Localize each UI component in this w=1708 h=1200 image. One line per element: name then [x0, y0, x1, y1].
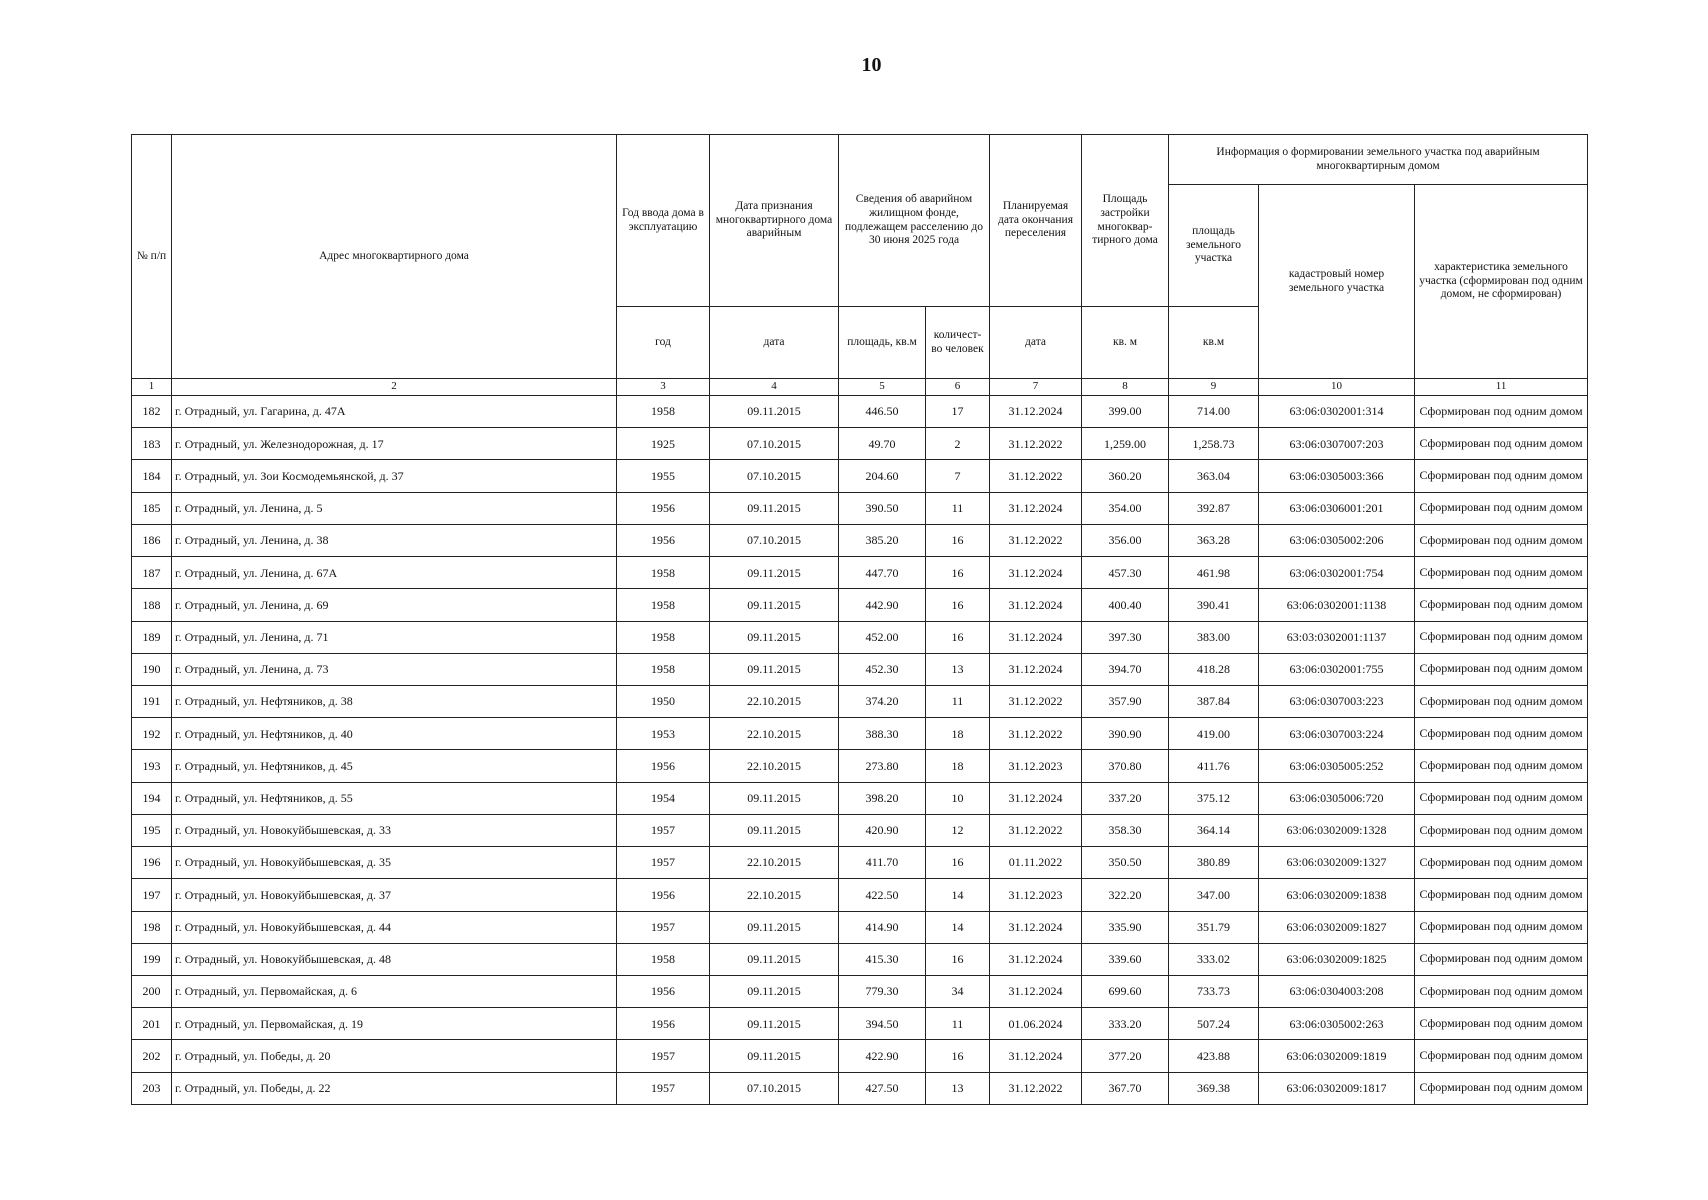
land-area-cell: 411.76	[1169, 750, 1259, 782]
column-number-row	[132, 379, 1588, 396]
row-number: 183	[132, 428, 172, 460]
planned-date-cell: 31.12.2024	[990, 911, 1082, 943]
land-status-cell: Сформирован под одним домом	[1415, 1040, 1588, 1072]
recognition-date-cell: 22.10.2015	[710, 879, 839, 911]
address-cell: г. Отрадный, ул. Первомайская, д. 19	[172, 1008, 617, 1040]
building-area-cell: 322.20	[1082, 879, 1169, 911]
table-row	[132, 621, 1588, 653]
recognition-date-cell: 07.10.2015	[710, 524, 839, 556]
table-row	[132, 911, 1588, 943]
cadastral-number-cell: 63:06:0302009:1817	[1259, 1072, 1415, 1104]
year-cell: 1958	[617, 621, 710, 653]
building-area-cell: 367.70	[1082, 1072, 1169, 1104]
recognition-date-cell: 09.11.2015	[710, 396, 839, 428]
table-row	[132, 782, 1588, 814]
land-area-cell: 363.04	[1169, 460, 1259, 492]
cadastral-number-cell: 63:06:0305002:263	[1259, 1008, 1415, 1040]
row-number: 193	[132, 750, 172, 782]
emergency-housing-table	[131, 134, 1588, 1105]
land-status-cell: Сформирован под одним домом	[1415, 943, 1588, 975]
table-row	[132, 814, 1588, 846]
unit-year: год	[617, 307, 710, 379]
planned-date-cell: 31.12.2024	[990, 653, 1082, 685]
fund-area-cell: 390.50	[839, 492, 926, 524]
header-land-info: Информация о формировании земельного участка под аварийным многоквартирным домом	[1169, 135, 1588, 185]
address-cell: г. Отрадный, ул. Гагарина, д. 47А	[172, 396, 617, 428]
year-cell: 1956	[617, 975, 710, 1007]
recognition-date-cell: 22.10.2015	[710, 847, 839, 879]
header-address: Адрес многоквартирного дома	[172, 135, 617, 379]
cadastral-number-cell: 63:06:0302009:1819	[1259, 1040, 1415, 1072]
header-recognition-date: Дата признания многоквартирного дома аварийным	[710, 135, 839, 307]
row-number: 198	[132, 911, 172, 943]
land-area-cell: 423.88	[1169, 1040, 1259, 1072]
building-area-cell: 333.20	[1082, 1008, 1169, 1040]
year-cell: 1958	[617, 943, 710, 975]
planned-date-cell: 31.12.2024	[990, 621, 1082, 653]
year-cell: 1956	[617, 492, 710, 524]
column-number: 5	[839, 379, 926, 396]
land-area-cell: 733.73	[1169, 975, 1259, 1007]
table-row	[132, 750, 1588, 782]
row-number: 190	[132, 653, 172, 685]
cadastral-number-cell: 63:06:0305003:366	[1259, 460, 1415, 492]
fund-area-cell: 385.20	[839, 524, 926, 556]
building-area-cell: 457.30	[1082, 557, 1169, 589]
table-row	[132, 396, 1588, 428]
header-land-char: характеристика земельного участка (сформирован под одним домом, не сформирован)	[1415, 185, 1588, 379]
recognition-date-cell: 09.11.2015	[710, 1008, 839, 1040]
people-count-cell: 18	[926, 718, 990, 750]
land-area-cell: 507.24	[1169, 1008, 1259, 1040]
table-row	[132, 718, 1588, 750]
fund-area-cell: 273.80	[839, 750, 926, 782]
table-row	[132, 685, 1588, 717]
table-row	[132, 943, 1588, 975]
table-row	[132, 1040, 1588, 1072]
people-count-cell: 14	[926, 911, 990, 943]
building-area-cell: 400.40	[1082, 589, 1169, 621]
address-cell: г. Отрадный, ул. Ленина, д. 71	[172, 621, 617, 653]
planned-date-cell: 31.12.2022	[990, 718, 1082, 750]
column-number: 11	[1415, 379, 1588, 396]
fund-area-cell: 452.00	[839, 621, 926, 653]
recognition-date-cell: 07.10.2015	[710, 460, 839, 492]
column-number: 1	[132, 379, 172, 396]
address-cell: г. Отрадный, ул. Новокуйбышевская, д. 48	[172, 943, 617, 975]
address-cell: г. Отрадный, ул. Победы, д. 22	[172, 1072, 617, 1104]
fund-area-cell: 204.60	[839, 460, 926, 492]
unit-land: кв.м	[1169, 307, 1259, 379]
page-number: 10	[861, 54, 882, 76]
people-count-cell: 11	[926, 492, 990, 524]
building-area-cell: 1,259.00	[1082, 428, 1169, 460]
planned-date-cell: 31.12.2024	[990, 396, 1082, 428]
fund-area-cell: 427.50	[839, 1072, 926, 1104]
land-area-cell: 363.28	[1169, 524, 1259, 556]
fund-area-cell: 422.90	[839, 1040, 926, 1072]
row-number: 192	[132, 718, 172, 750]
fund-area-cell: 779.30	[839, 975, 926, 1007]
recognition-date-cell: 07.10.2015	[710, 428, 839, 460]
year-cell: 1925	[617, 428, 710, 460]
fund-area-cell: 374.20	[839, 685, 926, 717]
land-status-cell: Сформирован под одним домом	[1415, 975, 1588, 1007]
planned-date-cell: 31.12.2023	[990, 750, 1082, 782]
header-cadastral: кадастровый номер земельного участка	[1259, 185, 1415, 379]
cadastral-number-cell: 63:06:0307003:224	[1259, 718, 1415, 750]
recognition-date-cell: 07.10.2015	[710, 1072, 839, 1104]
cadastral-number-cell: 63:06:0304003:208	[1259, 975, 1415, 1007]
building-area-cell: 354.00	[1082, 492, 1169, 524]
planned-date-cell: 31.12.2024	[990, 943, 1082, 975]
cadastral-number-cell: 63:06:0302001:314	[1259, 396, 1415, 428]
building-area-cell: 699.60	[1082, 975, 1169, 1007]
year-cell: 1953	[617, 718, 710, 750]
year-cell: 1956	[617, 750, 710, 782]
row-number: 187	[132, 557, 172, 589]
land-status-cell: Сформирован под одним домом	[1415, 524, 1588, 556]
recognition-date-cell: 09.11.2015	[710, 557, 839, 589]
people-count-cell: 7	[926, 460, 990, 492]
land-area-cell: 387.84	[1169, 685, 1259, 717]
table-row	[132, 975, 1588, 1007]
fund-area-cell: 422.50	[839, 879, 926, 911]
land-status-cell: Сформирован под одним домом	[1415, 621, 1588, 653]
table-row	[132, 428, 1588, 460]
cadastral-number-cell: 63:06:0307007:203	[1259, 428, 1415, 460]
fund-area-cell: 411.70	[839, 847, 926, 879]
recognition-date-cell: 09.11.2015	[710, 653, 839, 685]
cadastral-number-cell: 63:06:0305002:206	[1259, 524, 1415, 556]
planned-date-cell: 31.12.2022	[990, 814, 1082, 846]
header-num: № п/п	[132, 135, 172, 379]
cadastral-number-cell: 63:06:0306001:201	[1259, 492, 1415, 524]
fund-area-cell: 415.30	[839, 943, 926, 975]
land-status-cell: Сформирован под одним домом	[1415, 428, 1588, 460]
header-year: Год ввода дома в эксплуатацию	[617, 135, 710, 307]
unit-building: кв. м	[1082, 307, 1169, 379]
building-area-cell: 335.90	[1082, 911, 1169, 943]
building-area-cell: 397.30	[1082, 621, 1169, 653]
recognition-date-cell: 09.11.2015	[710, 814, 839, 846]
people-count-cell: 11	[926, 685, 990, 717]
header-land-area: площадь земельного участка	[1169, 185, 1259, 307]
cadastral-number-cell: 63:06:0302009:1825	[1259, 943, 1415, 975]
address-cell: г. Отрадный, ул. Зои Космодемьянской, д. 37	[172, 460, 617, 492]
address-cell: г. Отрадный, ул. Железнодорожная, д. 17	[172, 428, 617, 460]
fund-area-cell: 442.90	[839, 589, 926, 621]
fund-area-cell: 446.50	[839, 396, 926, 428]
table-row	[132, 460, 1588, 492]
year-cell: 1958	[617, 396, 710, 428]
planned-date-cell: 31.12.2022	[990, 524, 1082, 556]
row-number: 194	[132, 782, 172, 814]
header-planned-date: Планируемая дата окончания переселения	[990, 135, 1082, 307]
people-count-cell: 16	[926, 557, 990, 589]
row-number: 195	[132, 814, 172, 846]
land-area-cell: 364.14	[1169, 814, 1259, 846]
unit-area: площадь, кв.м	[839, 307, 926, 379]
land-area-cell: 1,258.73	[1169, 428, 1259, 460]
people-count-cell: 2	[926, 428, 990, 460]
people-count-cell: 16	[926, 589, 990, 621]
people-count-cell: 13	[926, 1072, 990, 1104]
address-cell: г. Отрадный, ул. Нефтяников, д. 40	[172, 718, 617, 750]
fund-area-cell: 398.20	[839, 782, 926, 814]
recognition-date-cell: 09.11.2015	[710, 621, 839, 653]
row-number: 186	[132, 524, 172, 556]
year-cell: 1954	[617, 782, 710, 814]
fund-area-cell: 420.90	[839, 814, 926, 846]
people-count-cell: 13	[926, 653, 990, 685]
fund-area-cell: 49.70	[839, 428, 926, 460]
land-status-cell: Сформирован под одним домом	[1415, 653, 1588, 685]
row-number: 182	[132, 396, 172, 428]
people-count-cell: 16	[926, 943, 990, 975]
land-area-cell: 461.98	[1169, 557, 1259, 589]
people-count-cell: 17	[926, 396, 990, 428]
table-row	[132, 879, 1588, 911]
land-area-cell: 333.02	[1169, 943, 1259, 975]
building-area-cell: 377.20	[1082, 1040, 1169, 1072]
table-body	[132, 396, 1588, 1105]
fund-area-cell: 414.90	[839, 911, 926, 943]
recognition-date-cell: 09.11.2015	[710, 975, 839, 1007]
address-cell: г. Отрадный, ул. Нефтяников, д. 45	[172, 750, 617, 782]
land-area-cell: 383.00	[1169, 621, 1259, 653]
recognition-date-cell: 22.10.2015	[710, 685, 839, 717]
land-status-cell: Сформирован под одним домом	[1415, 557, 1588, 589]
row-number: 201	[132, 1008, 172, 1040]
planned-date-cell: 31.12.2024	[990, 975, 1082, 1007]
row-number: 203	[132, 1072, 172, 1104]
building-area-cell: 394.70	[1082, 653, 1169, 685]
people-count-cell: 16	[926, 524, 990, 556]
year-cell: 1957	[617, 847, 710, 879]
land-area-cell: 369.38	[1169, 1072, 1259, 1104]
table-row	[132, 492, 1588, 524]
recognition-date-cell: 09.11.2015	[710, 1040, 839, 1072]
people-count-cell: 34	[926, 975, 990, 1007]
table-row	[132, 653, 1588, 685]
cadastral-number-cell: 63:06:0302009:1838	[1259, 879, 1415, 911]
planned-date-cell: 31.12.2022	[990, 428, 1082, 460]
land-area-cell: 351.79	[1169, 911, 1259, 943]
column-number: 2	[172, 379, 617, 396]
land-status-cell: Сформирован под одним домом	[1415, 460, 1588, 492]
cadastral-number-cell: 63:06:0305005:252	[1259, 750, 1415, 782]
row-number: 189	[132, 621, 172, 653]
planned-date-cell: 31.12.2022	[990, 685, 1082, 717]
year-cell: 1958	[617, 557, 710, 589]
row-number: 188	[132, 589, 172, 621]
building-area-cell: 337.20	[1082, 782, 1169, 814]
building-area-cell: 399.00	[1082, 396, 1169, 428]
row-number: 191	[132, 685, 172, 717]
building-area-cell: 360.20	[1082, 460, 1169, 492]
people-count-cell: 18	[926, 750, 990, 782]
planned-date-cell: 01.06.2024	[990, 1008, 1082, 1040]
cadastral-number-cell: 63:06:0307003:223	[1259, 685, 1415, 717]
land-area-cell: 347.00	[1169, 879, 1259, 911]
column-number: 10	[1259, 379, 1415, 396]
people-count-cell: 10	[926, 782, 990, 814]
table-row	[132, 557, 1588, 589]
recognition-date-cell: 09.11.2015	[710, 911, 839, 943]
unit-people: количест-во человек	[926, 307, 990, 379]
planned-date-cell: 31.12.2024	[990, 492, 1082, 524]
building-area-cell: 358.30	[1082, 814, 1169, 846]
table-row	[132, 847, 1588, 879]
land-area-cell: 419.00	[1169, 718, 1259, 750]
table-row	[132, 1008, 1588, 1040]
row-number: 185	[132, 492, 172, 524]
building-area-cell: 350.50	[1082, 847, 1169, 879]
building-area-cell: 356.00	[1082, 524, 1169, 556]
building-area-cell: 357.90	[1082, 685, 1169, 717]
year-cell: 1957	[617, 1072, 710, 1104]
cadastral-number-cell: 63:06:0302009:1827	[1259, 911, 1415, 943]
recognition-date-cell: 22.10.2015	[710, 718, 839, 750]
year-cell: 1956	[617, 1008, 710, 1040]
recognition-date-cell: 09.11.2015	[710, 492, 839, 524]
row-number: 202	[132, 1040, 172, 1072]
table-row	[132, 589, 1588, 621]
land-status-cell: Сформирован под одним домом	[1415, 685, 1588, 717]
header-building-area: Площадь застройки многоквар-тирного дома	[1082, 135, 1169, 307]
address-cell: г. Отрадный, ул. Ленина, д. 67А	[172, 557, 617, 589]
row-number: 197	[132, 879, 172, 911]
people-count-cell: 11	[926, 1008, 990, 1040]
fund-area-cell: 447.70	[839, 557, 926, 589]
planned-date-cell: 31.12.2024	[990, 1040, 1082, 1072]
year-cell: 1956	[617, 524, 710, 556]
unit-planned: дата	[990, 307, 1082, 379]
land-area-cell: 714.00	[1169, 396, 1259, 428]
year-cell: 1958	[617, 589, 710, 621]
land-status-cell: Сформирован под одним домом	[1415, 879, 1588, 911]
building-area-cell: 370.80	[1082, 750, 1169, 782]
row-number: 200	[132, 975, 172, 1007]
fund-area-cell: 452.30	[839, 653, 926, 685]
row-number: 184	[132, 460, 172, 492]
planned-date-cell: 31.12.2024	[990, 589, 1082, 621]
table-row	[132, 524, 1588, 556]
recognition-date-cell: 09.11.2015	[710, 782, 839, 814]
land-area-cell: 390.41	[1169, 589, 1259, 621]
land-status-cell: Сформирован под одним домом	[1415, 750, 1588, 782]
planned-date-cell: 31.12.2022	[990, 1072, 1082, 1104]
land-area-cell: 418.28	[1169, 653, 1259, 685]
people-count-cell: 16	[926, 1040, 990, 1072]
header-fund-info: Сведения об аварийном жилищном фонде, подлежащем расселению до 30 июня 2025 года	[839, 135, 990, 307]
fund-area-cell: 394.50	[839, 1008, 926, 1040]
column-number: 8	[1082, 379, 1169, 396]
land-status-cell: Сформирован под одним домом	[1415, 782, 1588, 814]
address-cell: г. Отрадный, ул. Новокуйбышевская, д. 33	[172, 814, 617, 846]
land-area-cell: 380.89	[1169, 847, 1259, 879]
planned-date-cell: 31.12.2023	[990, 879, 1082, 911]
land-status-cell: Сформирован под одним домом	[1415, 911, 1588, 943]
recognition-date-cell: 22.10.2015	[710, 750, 839, 782]
planned-date-cell: 31.12.2024	[990, 557, 1082, 589]
people-count-cell: 16	[926, 847, 990, 879]
row-number: 199	[132, 943, 172, 975]
unit-date: дата	[710, 307, 839, 379]
cadastral-number-cell: 63:03:0302001:1137	[1259, 621, 1415, 653]
address-cell: г. Отрадный, ул. Новокуйбышевская, д. 37	[172, 879, 617, 911]
address-cell: г. Отрадный, ул. Нефтяников, д. 38	[172, 685, 617, 717]
cadastral-number-cell: 63:06:0302009:1328	[1259, 814, 1415, 846]
address-cell: г. Отрадный, ул. Нефтяников, д. 55	[172, 782, 617, 814]
land-status-cell: Сформирован под одним домом	[1415, 847, 1588, 879]
year-cell: 1958	[617, 653, 710, 685]
land-area-cell: 375.12	[1169, 782, 1259, 814]
year-cell: 1955	[617, 460, 710, 492]
recognition-date-cell: 09.11.2015	[710, 943, 839, 975]
people-count-cell: 14	[926, 879, 990, 911]
row-number: 196	[132, 847, 172, 879]
land-status-cell: Сформирован под одним домом	[1415, 718, 1588, 750]
land-status-cell: Сформирован под одним домом	[1415, 589, 1588, 621]
cadastral-number-cell: 63:06:0302001:1138	[1259, 589, 1415, 621]
address-cell: г. Отрадный, ул. Ленина, д. 38	[172, 524, 617, 556]
fund-area-cell: 388.30	[839, 718, 926, 750]
column-number: 6	[926, 379, 990, 396]
column-number: 7	[990, 379, 1082, 396]
recognition-date-cell: 09.11.2015	[710, 589, 839, 621]
address-cell: г. Отрадный, ул. Новокуйбышевская, д. 44	[172, 911, 617, 943]
table-row	[132, 1072, 1588, 1104]
cadastral-number-cell: 63:06:0302001:755	[1259, 653, 1415, 685]
land-status-cell: Сформирован под одним домом	[1415, 814, 1588, 846]
land-area-cell: 392.87	[1169, 492, 1259, 524]
land-status-cell: Сформирован под одним домом	[1415, 1072, 1588, 1104]
planned-date-cell: 31.12.2022	[990, 460, 1082, 492]
address-cell: г. Отрадный, ул. Ленина, д. 5	[172, 492, 617, 524]
building-area-cell: 339.60	[1082, 943, 1169, 975]
column-number: 3	[617, 379, 710, 396]
year-cell: 1957	[617, 814, 710, 846]
column-number: 4	[710, 379, 839, 396]
building-area-cell: 390.90	[1082, 718, 1169, 750]
address-cell: г. Отрадный, ул. Первомайская, д. 6	[172, 975, 617, 1007]
address-cell: г. Отрадный, ул. Ленина, д. 73	[172, 653, 617, 685]
land-status-cell: Сформирован под одним домом	[1415, 1008, 1588, 1040]
land-status-cell: Сформирован под одним домом	[1415, 396, 1588, 428]
year-cell: 1950	[617, 685, 710, 717]
cadastral-number-cell: 63:06:0302001:754	[1259, 557, 1415, 589]
year-cell: 1957	[617, 911, 710, 943]
people-count-cell: 16	[926, 621, 990, 653]
address-cell: г. Отрадный, ул. Новокуйбышевская, д. 35	[172, 847, 617, 879]
year-cell: 1956	[617, 879, 710, 911]
column-number: 9	[1169, 379, 1259, 396]
planned-date-cell: 31.12.2024	[990, 782, 1082, 814]
address-cell: г. Отрадный, ул. Ленина, д. 69	[172, 589, 617, 621]
cadastral-number-cell: 63:06:0302009:1327	[1259, 847, 1415, 879]
land-status-cell: Сформирован под одним домом	[1415, 492, 1588, 524]
cadastral-number-cell: 63:06:0305006:720	[1259, 782, 1415, 814]
planned-date-cell: 01.11.2022	[990, 847, 1082, 879]
year-cell: 1957	[617, 1040, 710, 1072]
address-cell: г. Отрадный, ул. Победы, д. 20	[172, 1040, 617, 1072]
people-count-cell: 12	[926, 814, 990, 846]
